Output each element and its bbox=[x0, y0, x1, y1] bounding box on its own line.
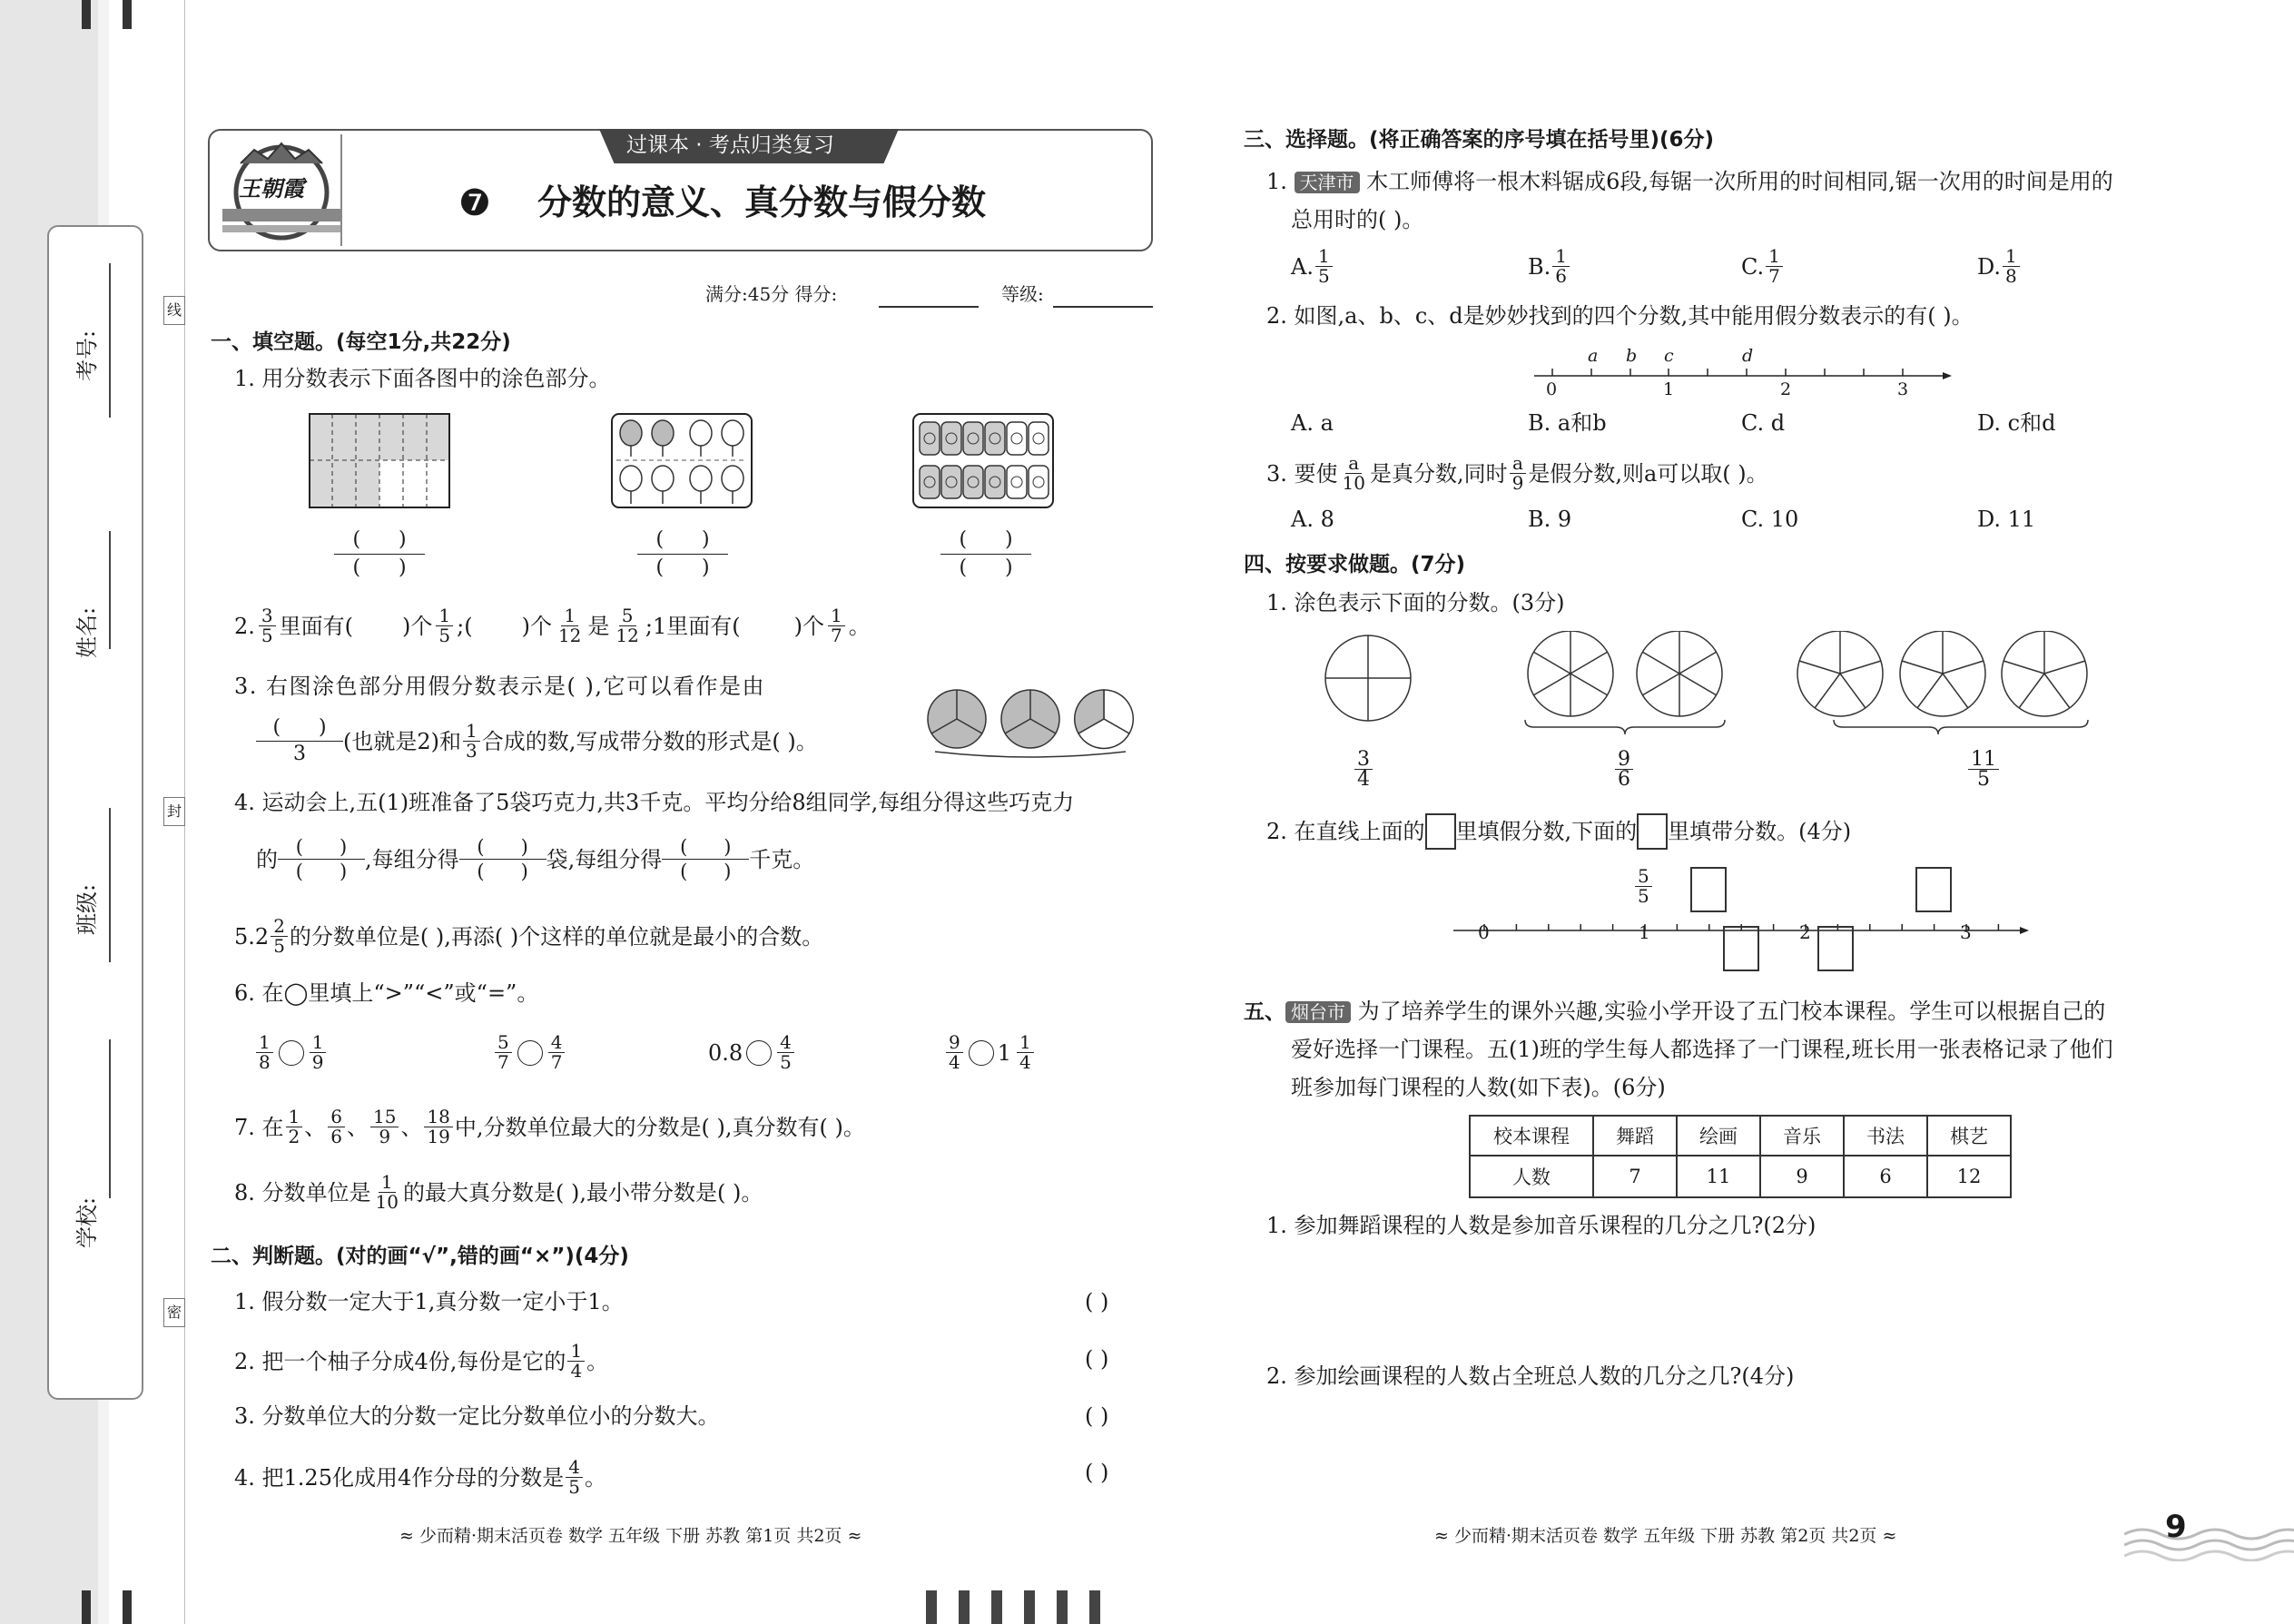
answer-area[interactable] bbox=[1266, 1398, 2192, 1502]
grid-figure bbox=[309, 413, 450, 508]
page-footer: ≈ 少而精·期末活页卷 数学 五年级 下册 苏教 第1页 共2页 ≈ bbox=[399, 1526, 862, 1546]
fraction: $\frac{1}{12}$ bbox=[557, 605, 582, 646]
choice-question-3: 3. 要使 $\frac{a}{10}$ 是真分数,同时 $\frac{a}{9}$ 是假分数,则a可以取( )。 bbox=[1266, 452, 1768, 494]
field-label: 姓名: bbox=[74, 606, 100, 658]
page-number: 9 bbox=[2165, 1509, 2187, 1545]
fraction: $\frac{1}{5}$ bbox=[436, 606, 453, 645]
balloon-figure bbox=[611, 413, 753, 508]
answer-blank[interactable]: ( ) ( ) bbox=[662, 835, 749, 883]
compare-item[interactable]: 0.8 $\frac{4}{5}$ bbox=[708, 1033, 796, 1072]
punch-mark bbox=[123, 1590, 132, 1624]
choice-option[interactable]: A. $\frac{1}{5}$ bbox=[1291, 247, 1334, 286]
box-icon bbox=[1425, 813, 1456, 850]
seal-mark: 封 bbox=[163, 797, 185, 826]
field-line bbox=[109, 1039, 111, 1198]
name-field[interactable] bbox=[74, 586, 129, 794]
compare-circle-icon bbox=[969, 1040, 994, 1066]
section-title: 一、填空题。(每空1分,共22分) bbox=[211, 330, 511, 354]
judge-answer[interactable]: ( ) bbox=[1085, 1403, 1109, 1429]
page-title: 分数的意义、真分数与假分数 bbox=[537, 182, 987, 222]
table-cell: 11 bbox=[1677, 1156, 1760, 1197]
choice-option[interactable]: C. 10 bbox=[1741, 507, 1799, 532]
table-cell: 9 bbox=[1760, 1156, 1844, 1197]
nl-letter: a bbox=[1588, 346, 1599, 366]
question-5: 5. 2 $\frac{2}{5}$ 的分数单位是( ),再添( )个这样的单位就是最小的合数。 bbox=[234, 915, 824, 957]
choice-option[interactable]: A. a bbox=[1291, 410, 1334, 436]
nl-number: 1 bbox=[1663, 379, 1675, 399]
question-3-line2: ( ) 3 (也就是2)和 $\frac{1}{3}$ 合成的数,写成带分数的形式是( )。 bbox=[256, 715, 818, 767]
question-text: 班参加每门课程的人数(如下表)。(6分) bbox=[1291, 1075, 1666, 1100]
wave-decoration bbox=[2124, 1507, 2294, 1561]
school-field[interactable] bbox=[74, 1176, 129, 1384]
compare-item[interactable]: $\frac{5}{7}$ $\frac{4}{7}$ bbox=[493, 1033, 566, 1072]
grade-label: 等级: bbox=[1001, 283, 1044, 305]
pie-drawing-area[interactable] bbox=[1321, 631, 2138, 740]
question-text: 2. 参加绘画课程的人数占全班总人数的几分之几?(4分) bbox=[1266, 1363, 1795, 1389]
choice-option[interactable]: A. 8 bbox=[1291, 507, 1334, 532]
nl-number: 3 bbox=[1897, 379, 1909, 399]
section-title: 二、判断题。(对的画“√”,错的画“×”)(4分) bbox=[211, 1245, 629, 1268]
student-id-field[interactable] bbox=[74, 309, 129, 517]
answer-blank[interactable]: ( ) 3 bbox=[256, 715, 343, 767]
fraction: $\frac{1}{3}$ bbox=[463, 722, 480, 761]
choice-option[interactable]: C. d bbox=[1741, 410, 1786, 436]
question-6: 6. 在◯里填上“>”“<”或“=”。 bbox=[234, 980, 539, 1006]
improper-box[interactable] bbox=[1690, 867, 1727, 912]
mixed-box[interactable] bbox=[1817, 926, 1854, 971]
score-label: 满分:45分 得分: bbox=[705, 283, 838, 305]
student-info-box bbox=[47, 225, 143, 1400]
fraction-label: $\frac{11}{5}$ bbox=[1966, 750, 2001, 789]
fraction-label: $\frac{5}{5}$ bbox=[1633, 867, 1654, 906]
field-line bbox=[109, 531, 111, 649]
question-4: 4. 运动会上,五(1)班准备了5袋巧克力,共3千克。平均分给8组同学,每组分得这些巧克力 bbox=[234, 790, 1075, 815]
choice-option[interactable]: C. $\frac{1}{7}$ bbox=[1741, 247, 1785, 286]
nl-number: 1 bbox=[1639, 921, 1650, 943]
fraction: $\frac{5}{12}$ bbox=[615, 605, 639, 646]
answer-blank[interactable]: ( ) ( ) bbox=[637, 527, 728, 582]
course-table bbox=[1469, 1115, 2012, 1198]
table-header: 棋艺 bbox=[1927, 1116, 2011, 1156]
improper-box[interactable] bbox=[1915, 867, 1952, 912]
fraction: $\frac{1}{7}$ bbox=[828, 606, 845, 645]
table-cell: 人数 bbox=[1470, 1156, 1593, 1197]
judge-item: 4. 把1.25化成用4作分母的分数是 $\frac{4}{5}$ 。 bbox=[234, 1456, 606, 1498]
answer-blank[interactable]: ( ) ( ) bbox=[278, 835, 365, 883]
nl-number: 3 bbox=[1960, 921, 1972, 943]
choice-option[interactable]: D. 11 bbox=[1977, 507, 2036, 532]
seal-mark: 密 bbox=[163, 1298, 185, 1327]
logo-divider bbox=[340, 134, 342, 246]
judge-answer[interactable]: ( ) bbox=[1085, 1460, 1109, 1485]
field-label: 学校: bbox=[74, 1196, 100, 1248]
judge-answer[interactable]: ( ) bbox=[1085, 1346, 1109, 1372]
question-text: 爱好选择一门课程。五(1)班的学生每人都选择了一门课程,班长用一张表格记录了他们 bbox=[1291, 1037, 2113, 1062]
seal-mark: 线 bbox=[163, 296, 185, 325]
nl-number: 2 bbox=[1780, 379, 1792, 399]
answer-blank[interactable]: ( ) ( ) bbox=[459, 835, 546, 883]
question-text: 1. 参加舞蹈课程的人数是参加音乐课程的几分之几?(2分) bbox=[1266, 1213, 1816, 1238]
field-label: 考号: bbox=[74, 330, 100, 381]
unit-number-icon: ❼ bbox=[458, 182, 491, 224]
question-3: 3. 右图涂色部分用假分数表示是( ),它可以看作是由 bbox=[234, 674, 766, 699]
judge-answer[interactable]: ( ) bbox=[1085, 1289, 1109, 1314]
fraction-label: $\frac{9}{6}$ bbox=[1613, 750, 1635, 789]
class-field[interactable] bbox=[74, 862, 129, 1071]
face-figure bbox=[912, 413, 1054, 508]
box-icon bbox=[1637, 813, 1668, 850]
table-header: 校本课程 bbox=[1470, 1116, 1593, 1156]
answer-area[interactable] bbox=[1266, 1248, 2192, 1353]
judge-item: 1. 假分数一定大于1,真分数一定小于1。 bbox=[234, 1289, 624, 1314]
answer-blank[interactable]: ( ) ( ) bbox=[334, 527, 425, 582]
nl-letter: c bbox=[1664, 346, 1674, 366]
compare-item[interactable]: $\frac{9}{4}$ 1 $\frac{1}{4}$ bbox=[944, 1033, 1036, 1072]
compare-item[interactable]: $\frac{1}{8}$ $\frac{1}{9}$ bbox=[254, 1033, 328, 1072]
ribbon-text: 过课本 · 考点归类复习 bbox=[626, 133, 834, 157]
judge-item: 2. 把一个柚子分成4份,每份是它的 $\frac{1}{4}$ 。 bbox=[234, 1340, 609, 1382]
punch-mark bbox=[82, 0, 91, 29]
punch-marks-bottom bbox=[926, 1590, 1108, 1624]
question-text: 2. 在直线上面的 里填假分数,下面的 里填带分数。(4分) bbox=[1266, 813, 1851, 850]
grade-input[interactable] bbox=[1053, 306, 1153, 308]
table-header: 书法 bbox=[1844, 1116, 1927, 1156]
question-text: 1. 涂色表示下面的分数。(3分) bbox=[1266, 590, 1565, 615]
choice-question-1: 1. 天津市 木工师傅将一根木料锯成6段,每锯一次所用的时间相同,锯一次用的时间是用的 bbox=[1266, 169, 2113, 194]
table-header: 舞蹈 bbox=[1593, 1116, 1677, 1156]
city-tag: 天津市 bbox=[1295, 172, 1360, 193]
compare-circle-icon bbox=[279, 1040, 304, 1066]
logo bbox=[222, 136, 340, 245]
mixed-box[interactable] bbox=[1723, 926, 1759, 971]
table-header: 音乐 bbox=[1760, 1116, 1844, 1156]
table-cell: 7 bbox=[1593, 1156, 1677, 1197]
nl-letter: d bbox=[1742, 346, 1754, 366]
compare-circle-icon bbox=[517, 1040, 543, 1066]
choice-option[interactable]: B. a和b bbox=[1528, 410, 1607, 436]
punch-mark bbox=[123, 0, 132, 29]
choice-question-1-line2: 总用时的( )。 bbox=[1291, 207, 1424, 232]
nl-number: 2 bbox=[1799, 921, 1811, 943]
compare-circle-icon bbox=[746, 1040, 772, 1066]
nl-number: 0 bbox=[1546, 379, 1558, 399]
question-8: 8. 分数单位是 $\frac{1}{10}$ 的最大真分数是( ),最小带分数是( )。 bbox=[234, 1171, 763, 1213]
table-cell: 12 bbox=[1927, 1156, 2011, 1197]
fraction: $\frac{3}{5}$ bbox=[259, 606, 276, 645]
table-header: 绘画 bbox=[1677, 1116, 1760, 1156]
table-cell: 6 bbox=[1844, 1156, 1927, 1197]
section-title: 三、选择题。(将正确答案的序号填在括号里)(6分) bbox=[1244, 128, 1715, 152]
score-input[interactable] bbox=[879, 306, 979, 308]
choice-option[interactable]: B. $\frac{1}{6}$ bbox=[1528, 247, 1571, 286]
question-7: 7. 在 $\frac{1}{2}$ 、 $\frac{6}{6}$ 、 $\frac{15}{9}$ 、 $\frac{18}{19}$ 中,分数单位最大的分数是( ),真分数有( )。 bbox=[234, 1106, 865, 1147]
nl-number: 0 bbox=[1478, 921, 1490, 943]
field-label: 班级: bbox=[74, 883, 100, 935]
section-five: 五、 烟台市 为了培养学生的课外兴趣,实验小学开设了五门校本课程。学生可以根据自己的 bbox=[1244, 999, 2106, 1024]
question-text: 1. 用分数表示下面各图中的涂色部分。 bbox=[234, 366, 611, 391]
field-line bbox=[109, 808, 111, 962]
page-footer: ≈ 少而精·期末活页卷 数学 五年级 下册 苏教 第2页 共2页 ≈ bbox=[1434, 1526, 1897, 1546]
logo-text: 王朝霞 bbox=[239, 175, 304, 202]
city-tag: 烟台市 bbox=[1285, 1001, 1351, 1023]
fraction: $\frac{2}{5}$ bbox=[271, 917, 288, 956]
fraction-label: $\frac{3}{4}$ bbox=[1353, 750, 1374, 789]
judge-item: 3. 分数单位大的分数一定比分数单位小的分数大。 bbox=[234, 1403, 720, 1429]
answer-blank[interactable]: ( ) ( ) bbox=[940, 527, 1031, 582]
field-line bbox=[109, 263, 111, 418]
choice-question-2: 2. 如图,a、b、c、d是妙妙找到的四个分数,其中能用假分数表示的有( )。 bbox=[1266, 303, 1974, 329]
question-2: 2. $\frac{3}{5}$ 里面有( )个 $\frac{1}{5}$ ;( )个 $\frac{1}{12}$ 是 $\frac{5}{12}$ ;1里面有( )个 $\frac{1}{7}$ 。 bbox=[234, 605, 871, 646]
circles-figure bbox=[926, 688, 1139, 761]
section-title: 四、按要求做题。(7分) bbox=[1244, 553, 1466, 576]
choice-option[interactable]: D. $\frac{1}{8}$ bbox=[1977, 247, 2022, 286]
nl-letter: b bbox=[1626, 346, 1638, 366]
punch-mark bbox=[82, 1590, 91, 1624]
choice-option[interactable]: D. c和d bbox=[1977, 410, 2056, 436]
choice-option[interactable]: B. 9 bbox=[1528, 507, 1572, 532]
question-4-line2: 的 ( ) ( ) ,每组分得 ( ) ( ) 袋,每组分得 ( ) ( ) 千克。 bbox=[256, 836, 815, 882]
